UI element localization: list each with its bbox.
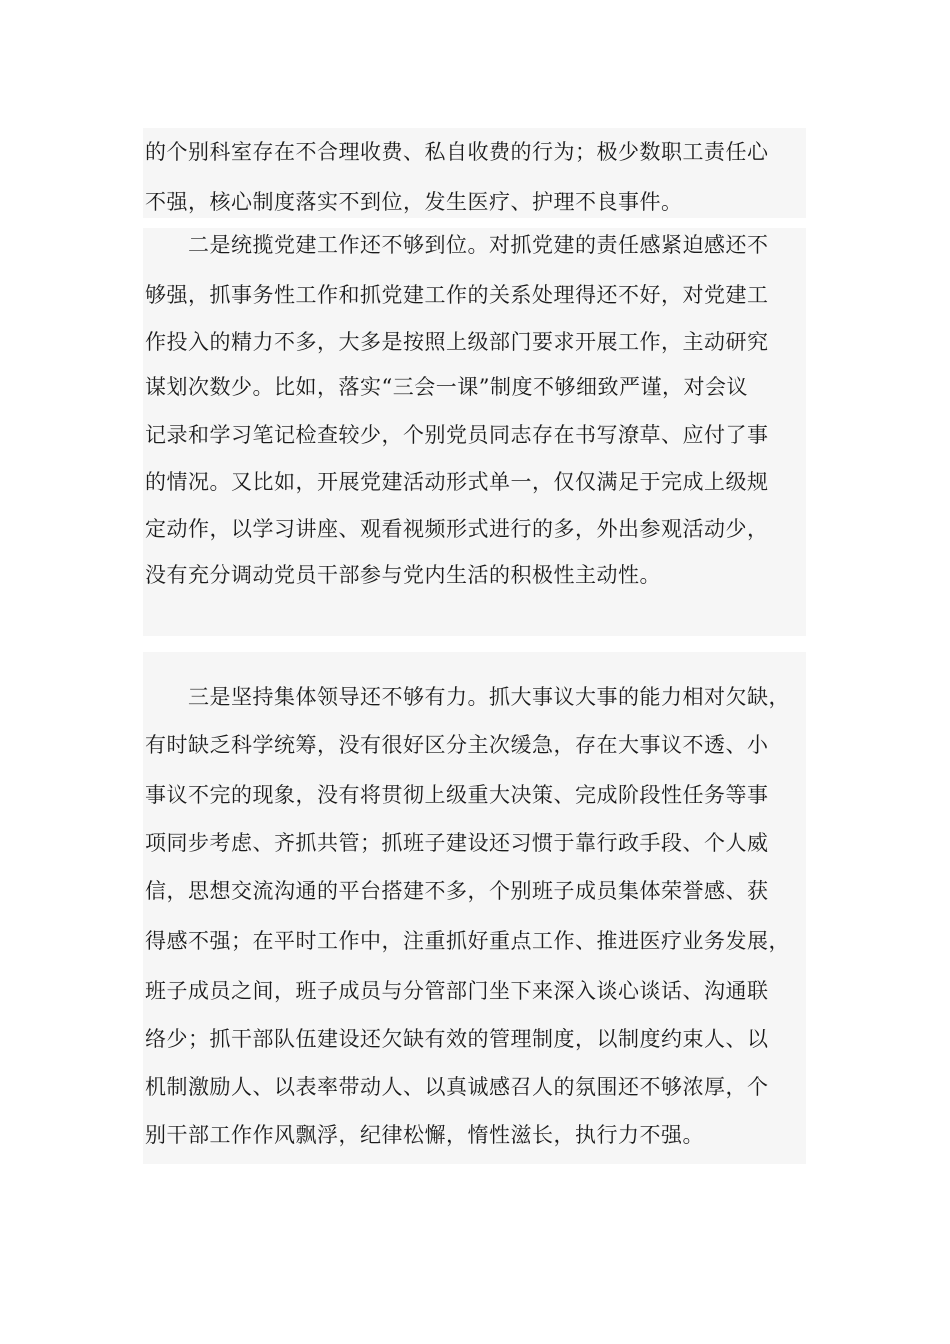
- text-line: 二是统揽党建工作还不够到位。对抓党建的责任感紧迫感还不: [145, 233, 769, 257]
- text-line: 够强，抓事务性工作和抓党建工作的关系处理得还不好，对党建工: [145, 283, 769, 307]
- text-line: 记录和学习笔记检查较少，个别党员同志存在书写潦草、应付了事: [145, 423, 769, 447]
- text-line: 项同步考虑、齐抓共管；抓班子建设还习惯于靠行政手段、个人威: [145, 831, 769, 855]
- text-line: 作投入的精力不多，大多是按照上级部门要求开展工作，主动研究: [145, 330, 769, 354]
- text-line: 定动作，以学习讲座、观看视频形式进行的多，外出参观活动少，: [145, 517, 769, 541]
- text-line: 有时缺乏科学统筹，没有很好区分主次缓急，存在大事议不透、小: [145, 733, 769, 757]
- text-line: 班子成员之间，班子成员与分管部门坐下来深入谈心谈话、沟通联: [145, 979, 769, 1003]
- text-line: 别干部工作作风飘浮，纪律松懈，惰性滋长，执行力不强。: [145, 1123, 704, 1147]
- text-line: 机制激励人、以表率带动人、以真诚感召人的氛围还不够浓厚，个: [145, 1075, 769, 1099]
- text-line: 没有充分调动党员干部参与党内生活的积极性主动性。: [145, 563, 661, 587]
- text-line: 事议不完的现象，没有将贯彻上级重大决策、完成阶段性任务等事: [145, 783, 769, 807]
- text-line: 络少；抓干部队伍建设还欠缺有效的管理制度，以制度约束人、以: [145, 1027, 769, 1051]
- text-line: 不强，核心制度落实不到位，发生医疗、护理不良事件。: [145, 190, 683, 214]
- text-line: 谋划次数少。比如，落实“三会一课”制度不够细致严谨，对会议: [145, 375, 748, 399]
- text-line: 的个别科室存在不合理收费、私自收费的行为；极少数职工责任心: [145, 140, 769, 164]
- text-line: 信，思想交流沟通的平台搭建不多，个别班子成员集体荣誉感、获: [145, 879, 769, 903]
- text-line: 得感不强；在平时工作中，注重抓好重点工作、推进医疗业务发展，: [145, 929, 790, 953]
- text-line: 三是坚持集体领导还不够有力。抓大事议大事的能力相对欠缺，: [145, 685, 790, 709]
- text-line: 的情况。又比如，开展党建活动形式单一，仅仅满足于完成上级规: [145, 470, 769, 494]
